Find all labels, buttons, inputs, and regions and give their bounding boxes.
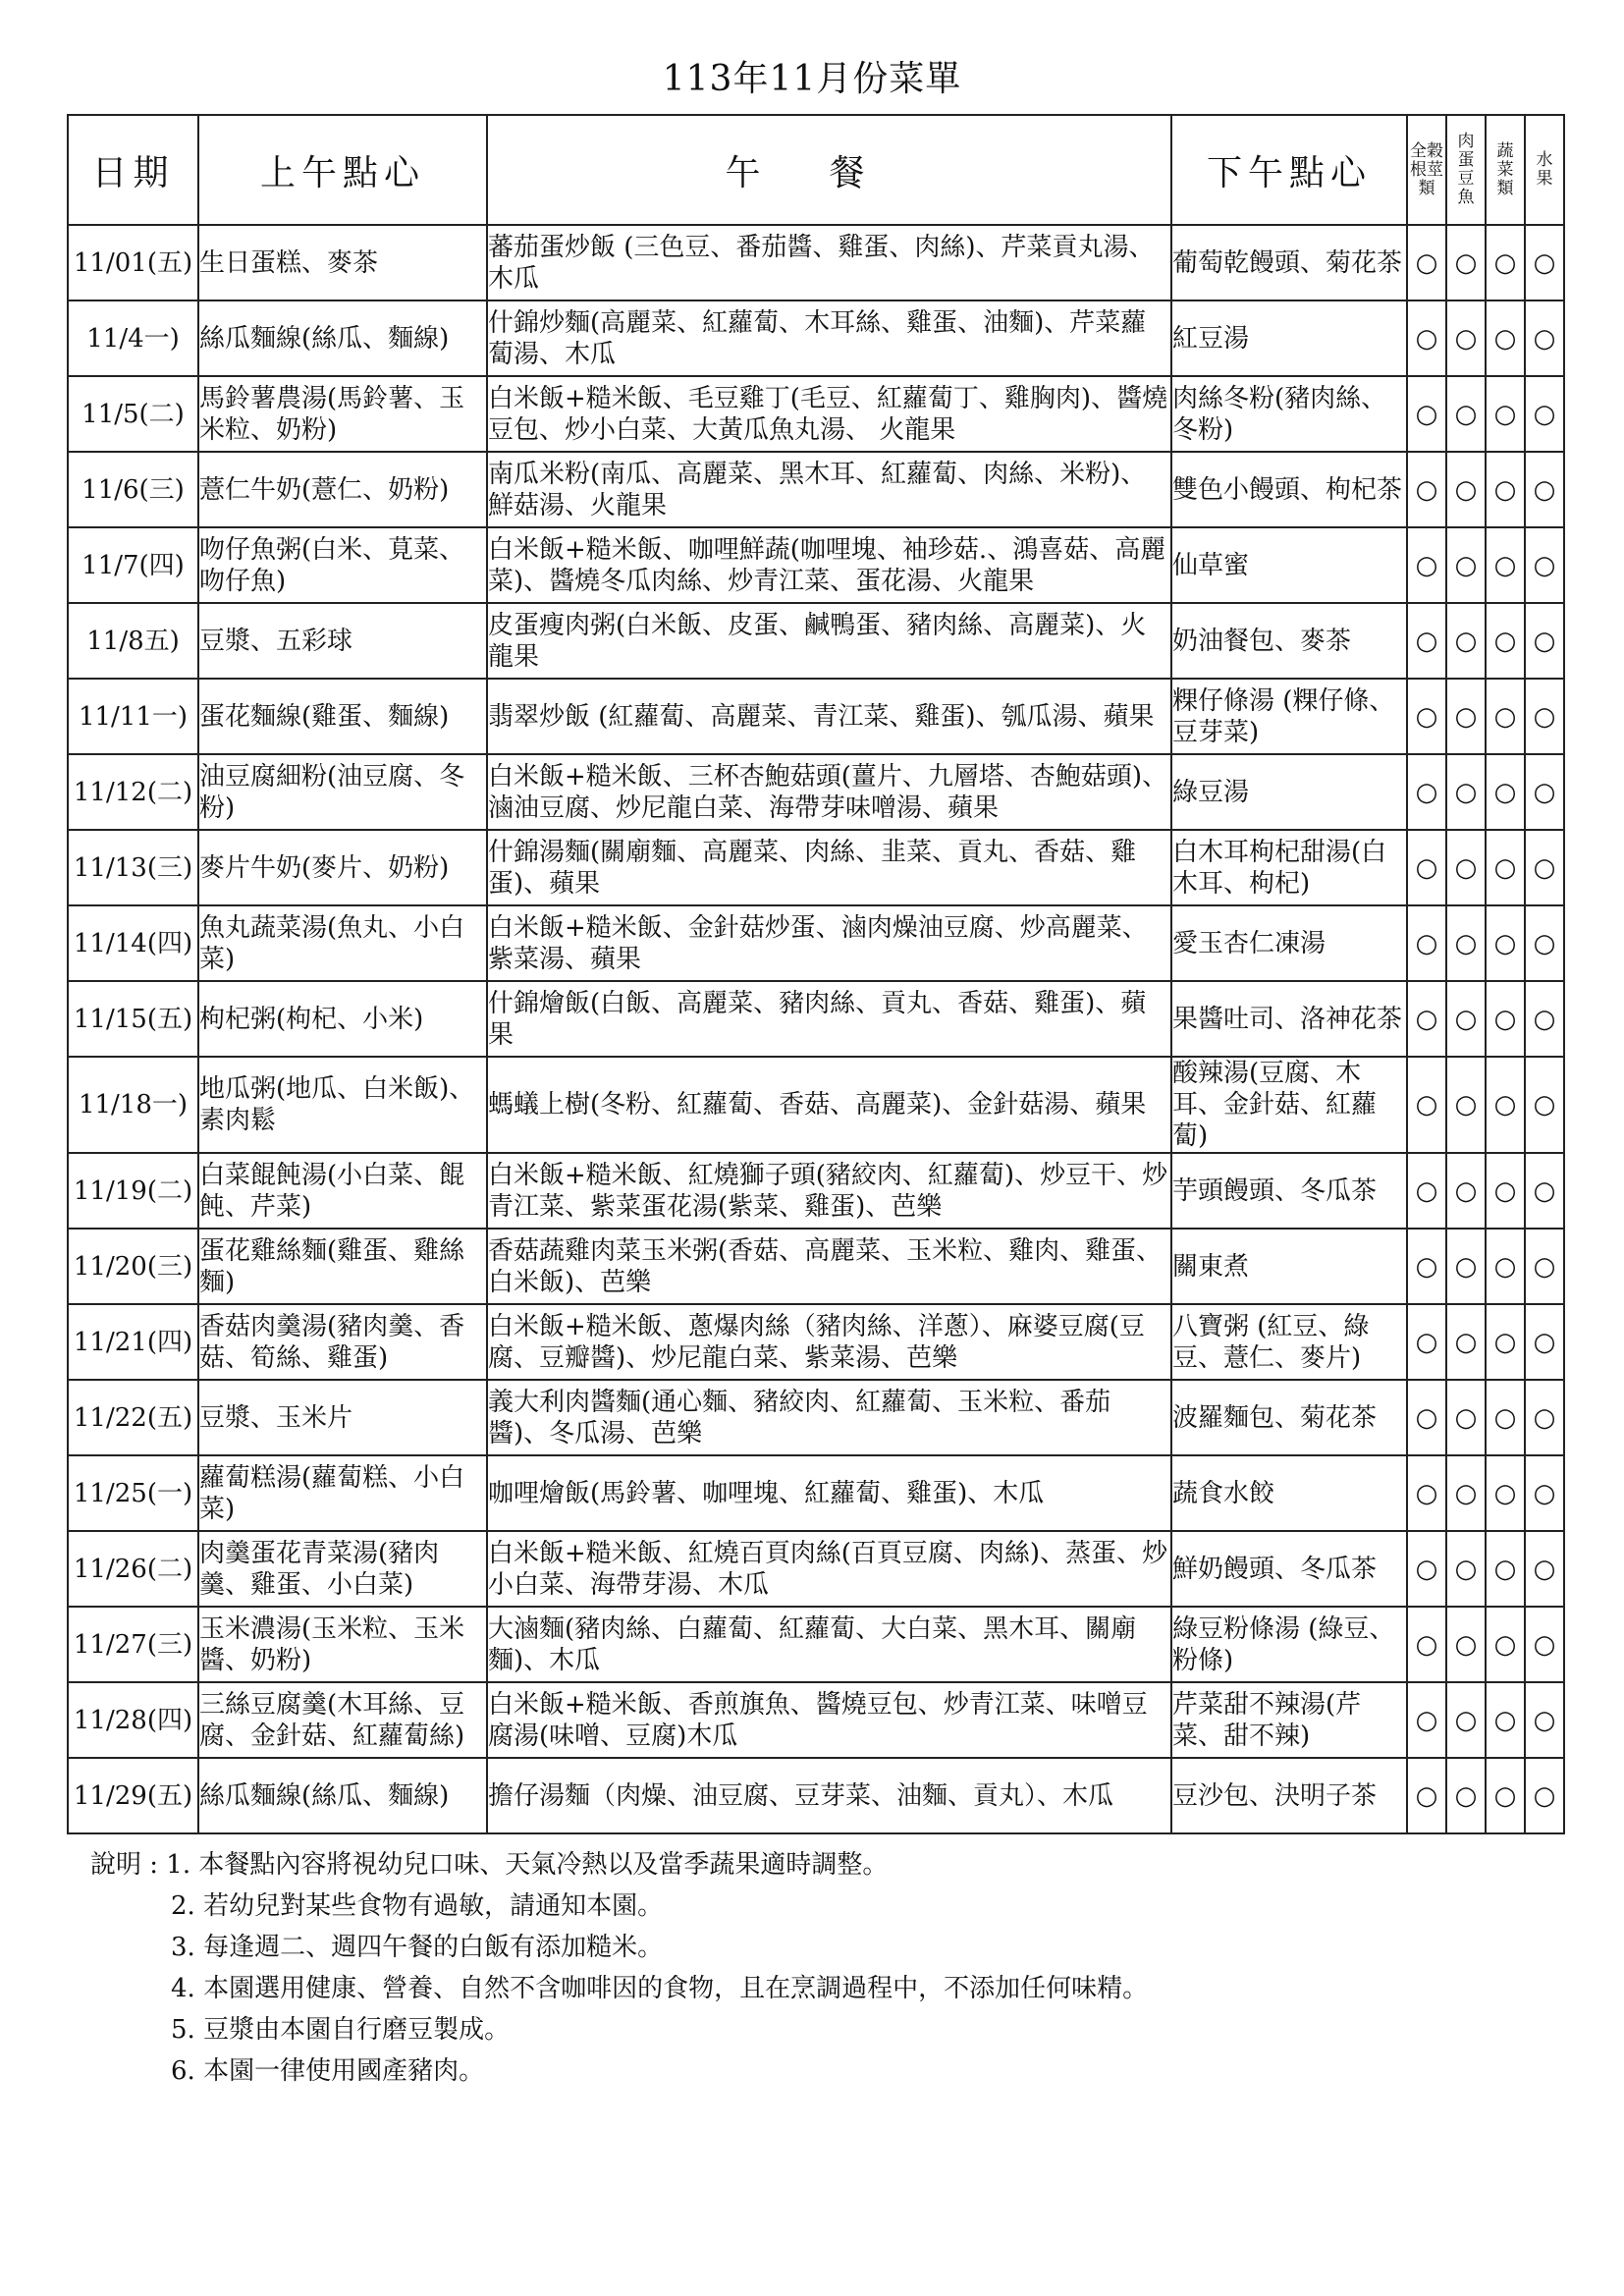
date-cell: 11/11一) xyxy=(68,679,198,754)
table-row xyxy=(68,1758,1564,1833)
pm-snack-cell: 粿仔條湯 (粿仔條、豆芽菜) xyxy=(1171,679,1407,754)
table-row xyxy=(68,1380,1564,1455)
lunch-cell: 翡翠炒飯 (紅蘿蔔、高麗菜、青江菜、雞蛋)、瓠瓜湯、蘋果 xyxy=(487,679,1171,754)
date-cell: 11/14(四) xyxy=(68,905,198,981)
vegetables-mark: ○ xyxy=(1486,754,1525,830)
am-snack-cell: 魚丸蔬菜湯(魚丸、小白菜) xyxy=(198,905,487,981)
table-row xyxy=(68,301,1564,376)
fruit-mark: ○ xyxy=(1525,679,1564,754)
protein-mark: ○ xyxy=(1446,830,1486,905)
date-cell: 11/6(三) xyxy=(68,452,198,527)
grains-mark: ○ xyxy=(1407,905,1446,981)
grains-mark: ○ xyxy=(1407,1304,1446,1380)
header-am-snack: 上午點心 xyxy=(198,115,487,225)
fruit-mark: ○ xyxy=(1525,1455,1564,1531)
fruit-mark: ○ xyxy=(1525,1229,1564,1304)
note-line xyxy=(90,1844,1148,1886)
protein-mark: ○ xyxy=(1446,1455,1486,1531)
fruit-mark: ○ xyxy=(1525,1380,1564,1455)
grains-mark: ○ xyxy=(1407,1455,1446,1531)
protein-mark: ○ xyxy=(1446,1758,1486,1833)
lunch-cell: 什錦燴飯(白飯、高麗菜、豬肉絲、貢丸、香菇、雞蛋)、蘋果 xyxy=(487,981,1171,1057)
vegetables-mark: ○ xyxy=(1486,527,1525,603)
lunch-cell: 白米飯+糙米飯、紅燒獅子頭(豬絞肉、紅蘿蔔)、炒豆干、炒青江菜、紫菜蛋花湯(紫菜、雞蛋)、芭樂 xyxy=(487,1153,1171,1229)
fruit-mark: ○ xyxy=(1525,1531,1564,1607)
header-fruit-line: 水 xyxy=(1536,150,1553,170)
vegetables-mark: ○ xyxy=(1486,679,1525,754)
date-cell: 11/7(四) xyxy=(68,527,198,603)
date-cell: 11/27(三) xyxy=(68,1607,198,1682)
am-snack-cell: 油豆腐細粉(油豆腐、冬粉) xyxy=(198,754,487,830)
pm-snack-cell: 奶油餐包、麥茶 xyxy=(1171,603,1407,679)
grains-mark: ○ xyxy=(1407,754,1446,830)
vegetables-mark: ○ xyxy=(1486,452,1525,527)
header-fruit xyxy=(1525,115,1564,225)
fruit-mark: ○ xyxy=(1525,376,1564,452)
pm-snack-cell: 綠豆粉條湯 (綠豆、粉條) xyxy=(1171,1607,1407,1682)
pm-snack-cell: 八寶粥 (紅豆、綠豆、薏仁、麥片) xyxy=(1171,1304,1407,1380)
header-veg-line: 類 xyxy=(1496,178,1514,198)
date-cell: 11/26(二) xyxy=(68,1531,198,1607)
pm-snack-cell: 芹菜甜不辣湯(芹菜、甜不辣) xyxy=(1171,1682,1407,1758)
pm-snack-cell: 綠豆湯 xyxy=(1171,754,1407,830)
note-line: 4. 本園選用健康、營養、自然不含咖啡因的食物，且在烹調過程中，不添加任何味精。 xyxy=(171,1974,1149,2003)
lunch-cell: 白米飯+糙米飯、香煎旗魚、醬燒豆包、炒青江菜、味噌豆腐湯(味噌、豆腐)木瓜 xyxy=(487,1682,1171,1758)
header-protein-line: 豆 xyxy=(1457,169,1475,189)
date-cell: 11/4一) xyxy=(68,301,198,376)
protein-mark: ○ xyxy=(1446,301,1486,376)
note-line: 5. 豆漿由本園自行磨豆製成。 xyxy=(171,2015,511,2045)
fruit-mark: ○ xyxy=(1525,1607,1564,1682)
lunch-cell: 香菇蔬雞肉菜玉米粥(香菇、高麗菜、玉米粒、雞肉、雞蛋、白米飯)、芭樂 xyxy=(487,1229,1171,1304)
fruit-mark: ○ xyxy=(1525,1682,1564,1758)
grains-mark: ○ xyxy=(1407,1531,1446,1607)
header-fruit-line: 果 xyxy=(1536,169,1553,189)
notes-section xyxy=(90,1844,1148,2092)
header-veg-line: 菜 xyxy=(1496,159,1514,180)
lunch-cell: 咖哩燴飯(馬鈴薯、咖哩塊、紅蘿蔔、雞蛋)、木瓜 xyxy=(487,1455,1171,1531)
lunch-cell: 白米飯+糙米飯、三杯杏鮑菇頭(薑片、九層塔、杏鮑菇頭)、滷油豆腐、炒尼龍白菜、海帶芽味噌湯、蘋果 xyxy=(487,754,1171,830)
am-snack-cell: 蘿蔔糕湯(蘿蔔糕、小白菜) xyxy=(198,1455,487,1531)
date-cell: 11/01(五) xyxy=(68,225,198,301)
grains-mark: ○ xyxy=(1407,1057,1446,1153)
pm-snack-cell: 豆沙包、決明子茶 xyxy=(1171,1758,1407,1833)
grains-mark: ○ xyxy=(1407,1607,1446,1682)
date-cell: 11/29(五) xyxy=(68,1758,198,1833)
lunch-cell: 什錦炒麵(高麗菜、紅蘿蔔、木耳絲、雞蛋、油麵)、芹菜蘿蔔湯、木瓜 xyxy=(487,301,1171,376)
lunch-cell: 皮蛋瘦肉粥(白米飯、皮蛋、鹹鴨蛋、豬肉絲、高麗菜)、火龍果 xyxy=(487,603,1171,679)
vegetables-mark: ○ xyxy=(1486,1057,1525,1153)
table-row xyxy=(68,981,1564,1057)
page-title: 113年11月份菜單 xyxy=(662,59,962,99)
am-snack-cell: 蛋花麵線(雞蛋、麵線) xyxy=(198,679,487,754)
fruit-mark: ○ xyxy=(1525,1153,1564,1229)
vegetables-mark: ○ xyxy=(1486,1682,1525,1758)
header-pm-snack: 下午點心 xyxy=(1171,115,1407,225)
header-row xyxy=(68,115,1564,225)
pm-snack-cell: 愛玉杏仁凍湯 xyxy=(1171,905,1407,981)
protein-mark: ○ xyxy=(1446,603,1486,679)
lunch-cell: 白米飯+糙米飯、紅燒百頁肉絲(百頁豆腐、肉絲)、蒸蛋、炒小白菜、海帶芽湯、木瓜 xyxy=(487,1531,1171,1607)
pm-snack-cell: 紅豆湯 xyxy=(1171,301,1407,376)
grains-mark: ○ xyxy=(1407,679,1446,754)
vegetables-mark: ○ xyxy=(1486,1229,1525,1304)
am-snack-cell: 馬鈴薯農湯(馬鈴薯、玉米粒、奶粉) xyxy=(198,376,487,452)
pm-snack-cell: 肉絲冬粉(豬肉絲、冬粉) xyxy=(1171,376,1407,452)
fruit-mark: ○ xyxy=(1525,905,1564,981)
vegetables-mark: ○ xyxy=(1486,603,1525,679)
pm-snack-cell: 關東煮 xyxy=(1171,1229,1407,1304)
protein-mark: ○ xyxy=(1446,1380,1486,1455)
grains-mark: ○ xyxy=(1407,225,1446,301)
date-cell: 11/12(二) xyxy=(68,754,198,830)
header-veg-line: 蔬 xyxy=(1496,140,1514,161)
table-row xyxy=(68,830,1564,905)
pm-snack-cell: 雙色小饅頭、枸杞茶 xyxy=(1171,452,1407,527)
header-vegetables xyxy=(1486,115,1525,225)
am-snack-cell: 絲瓜麵線(絲瓜、麵線) xyxy=(198,1758,487,1833)
table-row xyxy=(68,1682,1564,1758)
lunch-cell: 白米飯+糙米飯、金針菇炒蛋、滷肉燥油豆腐、炒高麗菜、紫菜湯、蘋果 xyxy=(487,905,1171,981)
protein-mark: ○ xyxy=(1446,679,1486,754)
am-snack-cell: 三絲豆腐羹(木耳絲、豆腐、金針菇、紅蘿蔔絲) xyxy=(198,1682,487,1758)
pm-snack-cell: 波羅麵包、菊花茶 xyxy=(1171,1380,1407,1455)
protein-mark: ○ xyxy=(1446,376,1486,452)
note-line: 2. 若幼兒對某些食物有過敏，請通知本園。 xyxy=(171,1891,664,1921)
am-snack-cell: 枸杞粥(枸杞、小米) xyxy=(198,981,487,1057)
pm-snack-cell: 葡萄乾饅頭、菊花茶 xyxy=(1171,225,1407,301)
vegetables-mark: ○ xyxy=(1486,1607,1525,1682)
vegetables-mark: ○ xyxy=(1486,981,1525,1057)
lunch-cell: 白米飯+糙米飯、咖哩鮮蔬(咖哩塊、袖珍菇.、鴻喜菇、高麗菜)、醬燒冬瓜肉絲、炒青江菜、蛋花湯、火龍果 xyxy=(487,527,1171,603)
pm-snack-cell: 酸辣湯(豆腐、木耳、金針菇、紅蘿蔔) xyxy=(1171,1057,1407,1153)
table-row xyxy=(68,905,1564,981)
protein-mark: ○ xyxy=(1446,754,1486,830)
table-row xyxy=(68,1304,1564,1380)
grains-mark: ○ xyxy=(1407,301,1446,376)
am-snack-cell: 肉羹蛋花青菜湯(豬肉羹、雞蛋、小白菜) xyxy=(198,1531,487,1607)
date-cell: 11/21(四) xyxy=(68,1304,198,1380)
table-row xyxy=(68,225,1564,301)
pm-snack-cell: 芋頭饅頭、冬瓜茶 xyxy=(1171,1153,1407,1229)
pm-snack-cell: 仙草蜜 xyxy=(1171,527,1407,603)
header-date: 日期 xyxy=(68,115,198,225)
menu-table xyxy=(67,114,1565,1834)
vegetables-mark: ○ xyxy=(1486,1455,1525,1531)
pm-snack-cell: 果醬吐司、洛神花茶 xyxy=(1171,981,1407,1057)
lunch-cell: 螞蟻上樹(冬粉、紅蘿蔔、香菇、高麗菜)、金針菇湯、蘋果 xyxy=(487,1057,1171,1153)
vegetables-mark: ○ xyxy=(1486,1531,1525,1607)
am-snack-cell: 地瓜粥(地瓜、白米飯)、素肉鬆 xyxy=(198,1057,487,1153)
table-row xyxy=(68,1531,1564,1607)
lunch-cell: 什錦湯麵(關廟麵、高麗菜、肉絲、韭菜、貢丸、香菇、雞蛋)、蘋果 xyxy=(487,830,1171,905)
fruit-mark: ○ xyxy=(1525,452,1564,527)
grains-mark: ○ xyxy=(1407,1758,1446,1833)
protein-mark: ○ xyxy=(1446,1607,1486,1682)
date-cell: 11/19(二) xyxy=(68,1153,198,1229)
header-lunch: 午餐 xyxy=(487,115,1171,225)
lunch-cell: 白米飯+糙米飯、毛豆雞丁(毛豆、紅蘿蔔丁、雞胸肉)、醬燒豆包、炒小白菜、大黃瓜魚丸湯、 火龍果 xyxy=(487,376,1171,452)
am-snack-cell: 白菜餛飩湯(小白菜、餛飩、芹菜) xyxy=(198,1153,487,1229)
header-protein-line: 蛋 xyxy=(1457,150,1475,170)
fruit-mark: ○ xyxy=(1525,1304,1564,1380)
table-row xyxy=(68,1607,1564,1682)
date-cell: 11/8五) xyxy=(68,603,198,679)
vegetables-mark: ○ xyxy=(1486,905,1525,981)
grains-mark: ○ xyxy=(1407,376,1446,452)
table-row xyxy=(68,376,1564,452)
date-cell: 11/5(二) xyxy=(68,376,198,452)
am-snack-cell: 薏仁牛奶(薏仁、奶粉) xyxy=(198,452,487,527)
lunch-cell: 義大利肉醬麵(通心麵、豬絞肉、紅蘿蔔、玉米粒、番茄醬)、冬瓜湯、芭樂 xyxy=(487,1380,1171,1455)
protein-mark: ○ xyxy=(1446,1531,1486,1607)
fruit-mark: ○ xyxy=(1525,754,1564,830)
menu-body xyxy=(68,225,1564,1833)
date-cell: 11/22(五) xyxy=(68,1380,198,1455)
vegetables-mark: ○ xyxy=(1486,376,1525,452)
am-snack-cell: 豆漿、玉米片 xyxy=(198,1380,487,1455)
note-text: 1. 本餐點內容將視幼兒口味、天氣冷熱以及當季蔬果適時調整。 xyxy=(166,1850,889,1880)
table-row xyxy=(68,603,1564,679)
lunch-cell: 南瓜米粉(南瓜、高麗菜、黑木耳、紅蘿蔔、肉絲、米粉)、鮮菇湯、火龍果 xyxy=(487,452,1171,527)
note-line: 3. 每逢週二、週四午餐的白飯有添加糙米。 xyxy=(171,1933,664,1962)
vegetables-mark: ○ xyxy=(1486,1380,1525,1455)
header-protein xyxy=(1446,115,1486,225)
header-grains-line: 類 xyxy=(1418,178,1435,198)
protein-mark: ○ xyxy=(1446,1682,1486,1758)
lunch-cell: 蕃茄蛋炒飯 (三色豆、番茄醬、雞蛋、肉絲)、芹菜貢丸湯、木瓜 xyxy=(487,225,1171,301)
date-cell: 11/25(一) xyxy=(68,1455,198,1531)
fruit-mark: ○ xyxy=(1525,527,1564,603)
table-row xyxy=(68,1455,1564,1531)
vegetables-mark: ○ xyxy=(1486,830,1525,905)
grains-mark: ○ xyxy=(1407,1153,1446,1229)
fruit-mark: ○ xyxy=(1525,603,1564,679)
grains-mark: ○ xyxy=(1407,1682,1446,1758)
vegetables-mark: ○ xyxy=(1486,225,1525,301)
table-row xyxy=(68,527,1564,603)
vegetables-mark: ○ xyxy=(1486,301,1525,376)
fruit-mark: ○ xyxy=(1525,1057,1564,1153)
am-snack-cell: 麥片牛奶(麥片、奶粉) xyxy=(198,830,487,905)
vegetables-mark: ○ xyxy=(1486,1304,1525,1380)
protein-mark: ○ xyxy=(1446,905,1486,981)
grains-mark: ○ xyxy=(1407,830,1446,905)
header-grains-line: 根莖 xyxy=(1410,159,1443,180)
grains-mark: ○ xyxy=(1407,527,1446,603)
vegetables-mark: ○ xyxy=(1486,1153,1525,1229)
protein-mark: ○ xyxy=(1446,1153,1486,1229)
grains-mark: ○ xyxy=(1407,1380,1446,1455)
date-cell: 11/15(五) xyxy=(68,981,198,1057)
date-cell: 11/28(四) xyxy=(68,1682,198,1758)
table-row xyxy=(68,1229,1564,1304)
lunch-cell: 大滷麵(豬肉絲、白蘿蔔、紅蘿蔔、大白菜、黑木耳、關廟麵)、木瓜 xyxy=(487,1607,1171,1682)
header-protein-line: 肉 xyxy=(1457,132,1475,151)
notes-label: 說明 : xyxy=(90,1850,159,1880)
fruit-mark: ○ xyxy=(1525,981,1564,1057)
am-snack-cell: 豆漿、五彩球 xyxy=(198,603,487,679)
fruit-mark: ○ xyxy=(1525,1758,1564,1833)
am-snack-cell: 絲瓜麵線(絲瓜、麵線) xyxy=(198,301,487,376)
vegetables-mark: ○ xyxy=(1486,1758,1525,1833)
protein-mark: ○ xyxy=(1446,225,1486,301)
date-cell: 11/18一) xyxy=(68,1057,198,1153)
note-line: 6. 本園一律使用國產豬肉。 xyxy=(171,2056,485,2086)
grains-mark: ○ xyxy=(1407,452,1446,527)
am-snack-cell: 吻仔魚粥(白米、莧菜、吻仔魚) xyxy=(198,527,487,603)
pm-snack-cell: 白木耳枸杞甜湯(白木耳、枸杞) xyxy=(1171,830,1407,905)
protein-mark: ○ xyxy=(1446,1229,1486,1304)
table-row xyxy=(68,452,1564,527)
am-snack-cell: 玉米濃湯(玉米粒、玉米醬、奶粉) xyxy=(198,1607,487,1682)
protein-mark: ○ xyxy=(1446,527,1486,603)
header-protein-line: 魚 xyxy=(1457,188,1475,207)
am-snack-cell: 生日蛋糕、麥茶 xyxy=(198,225,487,301)
grains-mark: ○ xyxy=(1407,603,1446,679)
protein-mark: ○ xyxy=(1446,1057,1486,1153)
lunch-cell: 白米飯+糙米飯、蔥爆肉絲（豬肉絲、洋蔥）、麻婆豆腐(豆腐、豆瓣醬)、炒尼龍白菜、紫菜湯、芭樂 xyxy=(487,1304,1171,1380)
protein-mark: ○ xyxy=(1446,981,1486,1057)
fruit-mark: ○ xyxy=(1525,225,1564,301)
table-row xyxy=(68,679,1564,754)
date-cell: 11/20(三) xyxy=(68,1229,198,1304)
table-row xyxy=(68,1057,1564,1153)
pm-snack-cell: 鮮奶饅頭、冬瓜茶 xyxy=(1171,1531,1407,1607)
am-snack-cell: 香菇肉羹湯(豬肉羹、香菇、筍絲、雞蛋) xyxy=(198,1304,487,1380)
grains-mark: ○ xyxy=(1407,1229,1446,1304)
grains-mark: ○ xyxy=(1407,981,1446,1057)
header-grains xyxy=(1407,115,1446,225)
table-row xyxy=(68,754,1564,830)
table-row xyxy=(68,1153,1564,1229)
date-cell: 11/13(三) xyxy=(68,830,198,905)
protein-mark: ○ xyxy=(1446,452,1486,527)
fruit-mark: ○ xyxy=(1525,830,1564,905)
fruit-mark: ○ xyxy=(1525,301,1564,376)
header-grains-line: 全穀 xyxy=(1410,140,1443,161)
protein-mark: ○ xyxy=(1446,1304,1486,1380)
am-snack-cell: 蛋花雞絲麵(雞蛋、雞絲麵) xyxy=(198,1229,487,1304)
lunch-cell: 擔仔湯麵（肉燥、油豆腐、豆芽菜、油麵、貢丸）、木瓜 xyxy=(487,1758,1171,1833)
pm-snack-cell: 蔬食水餃 xyxy=(1171,1455,1407,1531)
